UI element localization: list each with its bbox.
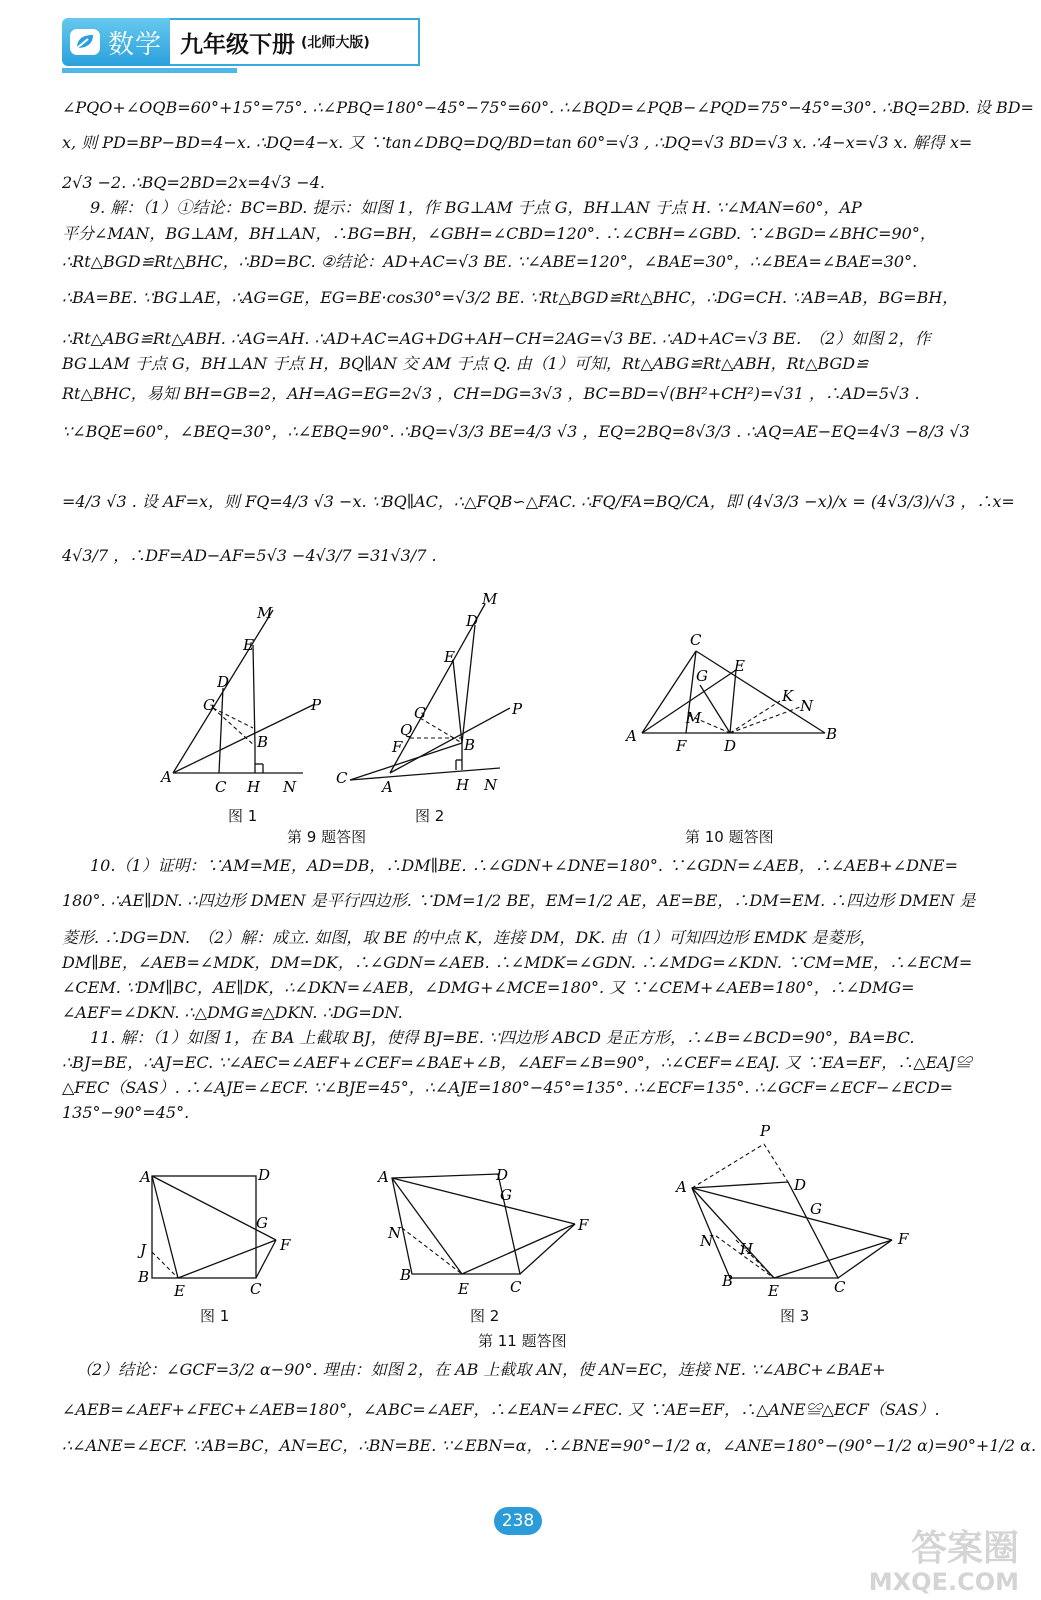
figure-label: H [740,1240,754,1258]
text-line: ∠PQO+∠OQB=60°+15°=75°. ∴∠PBQ=180°−45°−75°=60°. ∴∠BQD=∠PQB−∠PQD=75°−45°=30°. ∴BQ=2BD. 设 BD= [62,98,1034,117]
figure-label: N [800,697,814,715]
text-line: ∴Rt△BGD≌Rt△BHC，∴BD=BC. ②结论：AD+AC=√3 BE. ∵∠ABE=120°，∠BAE=30°，∴∠BEA=∠BAE=30°. [62,252,918,271]
leaf-icon [70,29,100,55]
text-line: ∠AEF=∠DKN. ∴△DMG≌△DKN. ∴DG=DN. [62,1003,403,1022]
book-edition: (北师大版) [301,35,370,51]
figure-label: D [217,673,230,691]
figure-label: C [336,769,348,787]
figure-label: N [283,778,297,796]
figure-label: F [280,1236,291,1254]
text-line: BG⊥AM 于点 G，BH⊥AN 于点 H，BQ∥AN 交 AM 于点 Q. 由（1）可知，Rt△ABG≌Rt△ABH，Rt△BGD≌ [62,354,869,373]
figure-label: D [724,737,737,755]
figure-label: F [676,737,687,755]
figure-label: A [626,727,637,745]
text-line: ∴∠ANE=∠ECF. ∵AB=BC，AN=EC，∴BN=BE. ∵∠EBN=α，∴∠BNE=90°−1/2 α，∠ANE=180°−(90°−1/2 α)=90°+1/2 α. [62,1436,1037,1455]
text-line: x, 则 PD=BP−BD=4−x. ∴DQ=4−x. 又 ∵tan∠DBQ=DQ/BD=tan 60°=√3 , ∴DQ=√3 BD=√3 x. ∴4−x=√3 x. 解得 x= [62,133,973,152]
text-line: 180°. ∴AE∥DN. ∴四边形 DMEN 是平行四边形. ∵DM=1/2 BE，EM=1/2 AE，AE=BE，∴DM=EM. ∴四边形 DMEN 是 [62,891,976,910]
figure-11-1 [130,1160,310,1300]
figure-label: G [810,1200,822,1218]
text-line: 135°−90°=45°. [62,1103,190,1122]
figure-label: E [734,657,745,675]
figure-label: G [256,1214,268,1232]
figure-label: P [760,1122,771,1140]
text-line: 11. 解：（1）如图 1，在 BA 上截取 BJ，使得 BJ=BE. ∵四边形 ABCD 是正方形，∴∠B=∠BCD=90°，BA=BC. [90,1028,915,1047]
figure-label: B [257,733,269,751]
figure-label: G [414,704,426,722]
figure-9-2 [330,590,540,800]
text-line: Rt△BHC，易知 BH=GB=2，AH=AG=EG=2√3 ，CH=DG=3√3 ，BC=BD=√(BH²+CH²)=√31 ，∴AD=5√3 . [62,384,920,403]
book-title: 九年级下册 [180,31,295,58]
figure-label: E [174,1282,185,1300]
figure-label: C [690,631,702,649]
figure-label: Q [400,721,413,739]
subject-badge [62,18,170,66]
figure-label: E [243,636,254,654]
figure-label: C [510,1278,522,1296]
figure-title: 第 10 题答图 [685,828,774,846]
text-line: ∴BA=BE. ∵BG⊥AE，∴AG=GE，EG=BE·cos30°=√3/2 BE. ∵Rt△BGD≌Rt△BHC，∴DG=CH. ∵AB=AB，BG=BH， [62,288,959,307]
figure-label: D [496,1166,509,1184]
figure-label: N [484,776,498,794]
text-line: DM∥BE，∠AEB=∠MDK，DM=DK，∴∠GDN=∠AEB. ∴∠MDK=∠GDN. ∴∠MDG=∠KDN. ∵CM=ME，∴∠ECM= [62,953,973,972]
figure-label: N [700,1232,714,1250]
figure-label: M [482,590,498,608]
figure-label: M [686,709,702,727]
text-line: 菱形. ∴DG=DN. （2）解：成立. 如图，取 BE 的中点 K，连接 DM，DK. 由（1）可知四边形 EMDK 是菱形， [62,928,876,947]
figure-label: A [378,1168,389,1186]
figure-caption: 图 1 [228,807,258,825]
figure-label: B [400,1266,412,1284]
figure-label: B [464,736,476,754]
figure-label: P [311,696,322,714]
figure-label: B [722,1272,734,1290]
figure-label: P [512,700,523,718]
figure-label: F [392,738,403,756]
text-line: 平分∠MAN，BG⊥AM，BH⊥AN，∴BG=BH，∠GBH=∠CBD=120°. ∴∠CBH=∠GBD. ∵∠BGD=∠BHC=90°， [62,224,936,243]
figure-label: D [258,1166,271,1184]
figure-label: J [140,1241,147,1259]
text-line: 2√3 −2. ∴BQ=2BD=2x=4√3 −4. [62,173,325,192]
figure-caption: 图 3 [780,1307,810,1325]
figure-label: A [382,778,393,796]
figure-label: G [203,696,215,714]
figure-label: C [215,778,227,796]
figure-label: B [826,725,838,743]
figure-label: B [138,1268,150,1286]
figure-label: A [676,1178,687,1196]
text-line: 10.（1）证明：∵AM=ME，AD=DB，∴DM∥BE. ∴∠GDN+∠DNE=180°. ∵∠GDN=∠AEB，∴∠AEB+∠DNE= [90,856,959,875]
figure-label: K [782,687,794,705]
figure-label: N [388,1224,402,1242]
figure-label: F [898,1230,909,1248]
figure-label: F [578,1216,589,1234]
figure-caption: 图 2 [415,807,445,825]
figure-label: D [794,1176,807,1194]
page-number: 238 [494,1507,542,1535]
text-line: △FEC（SAS）. ∴∠AJE=∠ECF. ∵∠BJE=45°，∴∠AJE=180°−45°=135°. ∴∠ECF=135°. ∴∠GCF=∠ECF−∠ECD= [62,1078,954,1097]
figure-label: M [257,604,273,622]
text-line: ∠AEB=∠AEF+∠FEC+∠AEB=180°，∠ABC=∠AEF，∴∠EAN=∠FEC. 又 ∵AE=EF，∴△ANE≌△ECF（SAS）. [62,1400,940,1419]
figure-label: G [696,667,708,685]
watermark-url: MXQE.COM [868,1568,1019,1596]
figure-label: C [250,1280,262,1298]
figure-caption: 图 2 [470,1307,500,1325]
text-line: ∴Rt△ABG≌Rt△ABH. ∴AG=AH. ∴AD+AC=AG+DG+AH−CH=2AG=√3 BE. ∴AD+AC=√3 BE. （2）如图 2，作 [62,329,931,348]
figure-label: E [444,648,455,666]
book-title-box [170,18,420,66]
figure-title: 第 11 题答图 [478,1332,567,1350]
figure-title: 第 9 题答图 [287,828,367,846]
figure-10 [620,625,850,755]
figure-label: H [247,778,261,796]
text-line: 9. 解：（1）①结论：BC=BD. 提示：如图 1，作 BG⊥AM 于点 G，BH⊥AN 于点 H. ∵∠MAN=60°，AP [90,198,862,217]
figure-label: D [466,612,479,630]
text-line: ∵∠BQE=60°，∠BEQ=30°，∴∠EBQ=90°. ∴BQ=√3/3 BE=4/3 √3 ，EQ=2BQ=8√3/3 . ∴AQ=AE−EQ=4√3 −8/3 √3 [62,422,970,441]
text-line: （2）结论：∠GCF=3/2 α−90°. 理由：如图 2，在 AB 上截取 AN，使 AN=EC，连接 NE. ∵∠ABC+∠BAE+ [76,1360,886,1379]
figure-label: C [834,1278,846,1296]
figure-label: A [140,1168,151,1186]
figure-11-3 [670,1120,920,1300]
text-line: 4√3/7 ，∴DF=AD−AF=5√3 −4√3/7 =31√3/7 . [62,546,437,565]
watermark-logo: 答案圈 [910,1528,1019,1569]
figure-label: G [500,1186,512,1204]
figure-caption: 图 1 [200,1307,230,1325]
text-line: ∠CEM. ∵DM∥BC，AE∥DK，∴∠DKN=∠AEB，∠DMG+∠MCE=180°. 又 ∵∠CEM+∠AEB=180°，∴∠DMG= [62,978,915,997]
text-line: ∴BJ=BE，∴AJ=EC. ∵∠AEC=∠AEF+∠CEF=∠BAE+∠B，∠AEF=∠B=90°，∴∠CEF=∠EAJ. 又 ∵EA=EF，∴△EAJ≌ [62,1053,972,1072]
subject-label: 数学 [108,29,163,60]
figure-label: A [161,768,172,786]
figure-label: E [458,1280,469,1298]
header-rule [62,68,237,73]
figure-label: E [768,1282,779,1300]
figure-11-2 [370,1160,600,1300]
figure-9-1 [155,600,335,800]
page-header [62,14,422,72]
figure-label: H [456,776,470,794]
text-line: =4/3 √3 . 设 AF=x，则 FQ=4/3 √3 −x. ∵BQ∥AC，∴△FQB∽△FAC. ∴FQ/FA=BQ/CA，即 (4√3/3 −x)/x = (4√3/3)/√3 ，∴x= [62,492,1015,511]
